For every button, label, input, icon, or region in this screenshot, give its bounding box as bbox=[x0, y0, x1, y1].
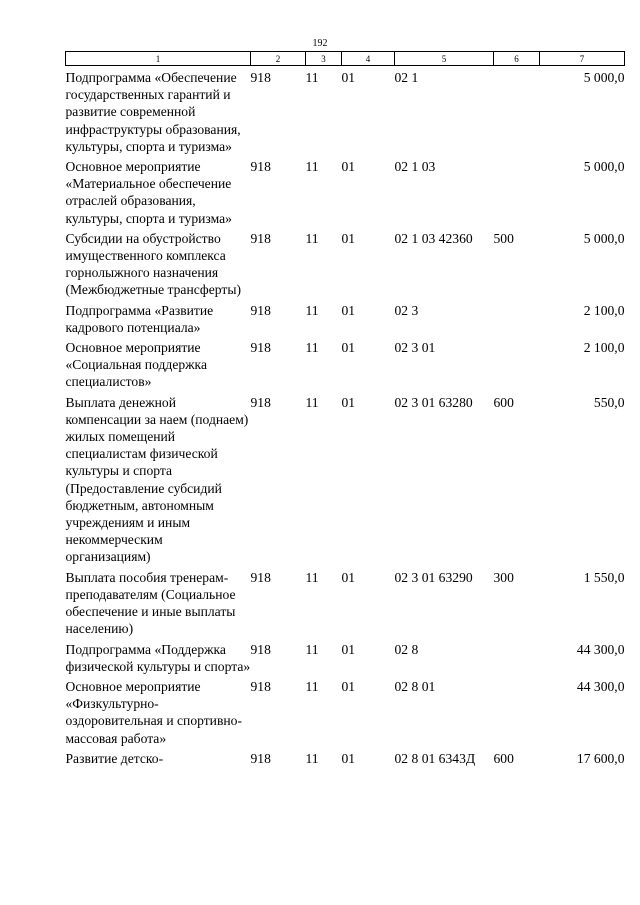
expense-name: Подпрограмма «Поддержка физической культуры и спорта» bbox=[65, 641, 251, 674]
grbs-code: 918 bbox=[250, 641, 271, 657]
expense-name: Основное мероприятие «Социальная поддержка специалистов» bbox=[65, 340, 207, 390]
expense-name: Выплата денежной компенсации за наем (поднаем) жилых помещений специалистам физической культуры и спорта (Предоставление субсидий бюджетным, автономным учреждениям и иным некоммерческим организациям) bbox=[65, 394, 249, 565]
expense-type-code bbox=[494, 638, 540, 675]
section-code: 11 bbox=[305, 230, 319, 246]
expense-type-code bbox=[494, 299, 540, 336]
column-header: 7 bbox=[540, 52, 625, 66]
expense-name: Основное мероприятие «Материальное обеспечение отраслей образования, культуры, спорта и туризма» bbox=[65, 159, 232, 226]
section-code: 11 bbox=[305, 159, 319, 175]
expense-type-code bbox=[494, 675, 540, 747]
target-article-code: 02 8 bbox=[394, 641, 419, 657]
table-row bbox=[66, 675, 625, 747]
table-row bbox=[66, 638, 625, 675]
amount: 1 550,0 bbox=[583, 569, 625, 585]
subsection-code: 01 bbox=[341, 394, 356, 410]
grbs-code: 918 bbox=[250, 340, 271, 356]
subsection-code: 01 bbox=[341, 641, 356, 657]
target-article-code: 02 1 03 bbox=[394, 159, 436, 175]
amount: 44 300,0 bbox=[576, 641, 625, 657]
expense-type-code bbox=[494, 66, 540, 156]
table-row bbox=[66, 227, 625, 299]
subsection-code: 01 bbox=[341, 230, 356, 246]
expense-type-code: 500 bbox=[493, 230, 514, 246]
target-article-code: 02 3 01 bbox=[394, 340, 436, 356]
expense-type-code bbox=[494, 336, 540, 391]
subsection-code: 01 bbox=[341, 70, 356, 85]
expense-type-code: 600 bbox=[493, 750, 514, 766]
amount: 17 600,0 bbox=[576, 750, 625, 766]
column-header: 5 bbox=[395, 52, 494, 66]
expense-name: Субсидии на обустройство имущественного комплекса горнолыжного назначения (Межбюджетные трансферты) bbox=[65, 230, 241, 298]
table-row bbox=[66, 336, 625, 391]
grbs-code: 918 bbox=[250, 159, 271, 175]
expense-name: Подпрограмма «Развитие кадрового потенциала» bbox=[65, 302, 214, 335]
target-article-code: 02 1 bbox=[394, 70, 419, 85]
column-header: 1 bbox=[66, 52, 251, 66]
section-code: 11 bbox=[305, 394, 319, 410]
target-article-code: 02 3 01 63290 bbox=[394, 569, 473, 585]
amount: 5 000,0 bbox=[583, 159, 625, 175]
subsection-code: 01 bbox=[341, 678, 356, 694]
subsection-code: 01 bbox=[341, 569, 356, 585]
target-article-code: 02 3 bbox=[394, 302, 419, 318]
expense-type-code: 600 bbox=[493, 394, 514, 410]
grbs-code: 918 bbox=[250, 678, 271, 694]
expense-name: Выплата пособия тренерам-преподавателям (Социальное обеспечение и иные выплаты населению) bbox=[65, 569, 236, 637]
table-row bbox=[66, 66, 625, 156]
column-header: 4 bbox=[342, 52, 395, 66]
amount: 5 000,0 bbox=[583, 70, 625, 85]
table-body bbox=[66, 66, 625, 767]
grbs-code: 918 bbox=[250, 70, 271, 85]
column-header: 3 bbox=[306, 52, 342, 66]
expense-name: Основное мероприятие «Физкультурно-оздоровительная и спортивно-массовая работа» bbox=[65, 678, 242, 746]
subsection-code: 01 bbox=[341, 302, 356, 318]
grbs-code: 918 bbox=[250, 750, 271, 766]
amount: 550,0 bbox=[593, 394, 625, 410]
amount: 2 100,0 bbox=[583, 302, 625, 318]
budget-table bbox=[65, 51, 625, 767]
grbs-code: 918 bbox=[250, 394, 271, 410]
grbs-code: 918 bbox=[250, 302, 271, 318]
target-article-code: 02 8 01 6343Д bbox=[394, 750, 476, 766]
column-header: 6 bbox=[494, 52, 540, 66]
target-article-code: 02 1 03 42360 bbox=[394, 230, 473, 246]
target-article-code: 02 8 01 bbox=[394, 678, 436, 694]
amount: 44 300,0 bbox=[576, 678, 625, 694]
amount: 2 100,0 bbox=[583, 340, 625, 356]
section-code: 11 bbox=[305, 678, 319, 694]
column-header: 2 bbox=[251, 52, 306, 66]
table-row bbox=[66, 566, 625, 638]
section-code: 11 bbox=[305, 340, 319, 356]
expense-type-code: 300 bbox=[493, 569, 514, 585]
expense-name: Подпрограмма «Обеспечение государственных гарантий и развитие современной инфраструктуры образования, культуры, спорта и туризма» bbox=[65, 70, 241, 154]
amount: 5 000,0 bbox=[583, 230, 625, 246]
page-number: 192 bbox=[312, 38, 328, 49]
target-article-code: 02 3 01 63280 bbox=[394, 394, 473, 410]
section-code: 11 bbox=[305, 302, 319, 318]
expense-name: Развитие детско- bbox=[65, 750, 164, 766]
subsection-code: 01 bbox=[341, 340, 356, 356]
table-row bbox=[66, 155, 625, 227]
expense-type-code bbox=[494, 155, 540, 227]
section-code: 11 bbox=[305, 70, 319, 85]
section-code: 11 bbox=[305, 569, 319, 585]
subsection-code: 01 bbox=[341, 750, 356, 766]
subsection-code: 01 bbox=[341, 159, 356, 175]
column-number-row bbox=[66, 52, 625, 66]
table-row bbox=[66, 391, 625, 566]
table-row bbox=[66, 747, 625, 767]
grbs-code: 918 bbox=[250, 569, 271, 585]
grbs-code: 918 bbox=[250, 230, 271, 246]
section-code: 11 bbox=[305, 641, 319, 657]
table-row bbox=[66, 299, 625, 336]
section-code: 11 bbox=[305, 750, 319, 766]
